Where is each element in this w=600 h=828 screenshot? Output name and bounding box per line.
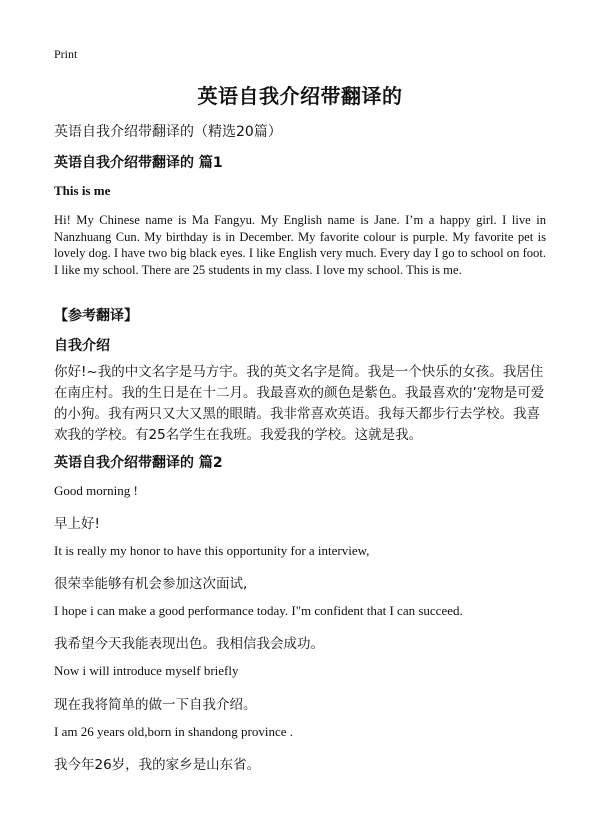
section-2-line: 我希望今天我能表现出色。我相信我会成功。 [54, 636, 324, 652]
section-2-line: It is really my honor to have this opportunity for a interview, [54, 543, 370, 558]
section-1-chinese-title: 自我介绍 [54, 338, 110, 354]
section-1-chinese-body: 你好!~我的中文名字是马方宇。我的英文名字是简。我是一个快乐的女孩。我居住在南庄村。我的生日是在十二月。我最喜欢的颜色是紫色。我最喜欢的’宠物是可爱的小狗。我有两只又大又黑的眼睛。我非常喜欢英语。我每天都步行去学校。我喜欢我的学校。有25名学生在我班。我爱我的学校。这就是我。 [54, 364, 545, 443]
section-2-line: 现在我将简单的做一下自我介绍。 [54, 697, 257, 713]
section-2-line: Now i will introduce myself briefly [54, 663, 239, 678]
print-link[interactable]: Print [54, 47, 78, 61]
section-2-line: 早上好! [54, 516, 100, 532]
section-2-line: Good morning ! [54, 483, 138, 498]
section-1-heading: 英语自我介绍带翻译的 篇1 [54, 155, 223, 171]
document-subtitle: 英语自我介绍带翻译的（精选20篇） [54, 124, 282, 140]
section-2-line: I am 26 years old,born in shandong province . [54, 724, 294, 739]
section-1-english-body: Hi! My Chinese name is Ma Fangyu. My English name is Jane. I’m a happy girl. I live in Nanzhuang Cun. My birthday is in December. My favorite colour is purple. My favorite pet is lovely dog. I have two big black eyes. I like English very much. Every day I go to school on foot. I like my school. There are 25 students in my class. I love my school. This is me. [54, 213, 546, 277]
section-2-line: 我今年26岁，我的家乡是山东省。 [54, 757, 261, 773]
section-2-line: I hope i can make a good performance today. I"m confident that I can succeed. [54, 603, 463, 618]
section-2-heading: 英语自我介绍带翻译的 篇2 [54, 455, 223, 471]
section-2-line: 很荣幸能够有机会参加这次面试, [54, 576, 248, 592]
section-1-english-title: This is me [54, 183, 111, 198]
reference-translation-label: 【参考翻译】 [54, 308, 138, 324]
document-title: 英语自我介绍带翻译的 [197, 84, 403, 108]
